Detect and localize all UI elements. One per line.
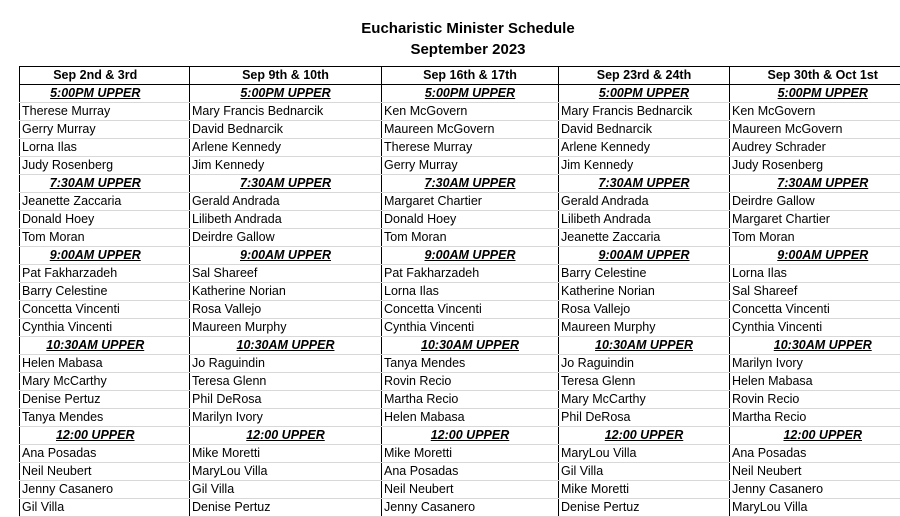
mass-time-label: 5:00PM UPPER [382,85,559,103]
minister-name: Jo Raguindin [190,355,382,373]
minister-name: Margaret Chartier [382,193,559,211]
minister-name: Helen Mabasa [730,373,900,391]
mass-time-label: 12:00 UPPER [559,427,730,445]
date-header-row [20,67,900,85]
column-gap [171,391,190,409]
column-gap [171,103,190,121]
minister-name: Rosa Vallejo [559,301,730,319]
minister-name: Cynthia Vincenti [20,319,171,337]
minister-row [20,409,900,427]
minister-name: Ken McGovern [382,103,559,121]
minister-name: Martha Recio [382,391,559,409]
minister-name: Neil Neubert [20,463,171,481]
minister-name: Maureen Murphy [190,319,382,337]
mass-time-label: 12:00 UPPER [382,427,559,445]
minister-name: Ana Posadas [20,445,171,463]
minister-name: Ana Posadas [730,445,900,463]
minister-name: Mike Moretti [382,445,559,463]
column-gap [171,373,190,391]
minister-name: Denise Pertuz [20,391,171,409]
mass-time-label: 5:00PM UPPER [20,85,171,103]
mass-time-label: 10:30AM UPPER [382,337,559,355]
minister-name: Ken McGovern [730,103,900,121]
mass-time-label: 7:30AM UPPER [730,175,900,193]
minister-name: Tanya Mendes [20,409,171,427]
minister-name: Tanya Mendes [382,355,559,373]
mass-time-label: 5:00PM UPPER [190,85,382,103]
minister-name: Rosa Vallejo [190,301,382,319]
column-gap [171,337,190,355]
minister-name: Sal Shareef [730,283,900,301]
minister-name: Teresa Glenn [559,373,730,391]
minister-row [20,211,900,229]
minister-name: Audrey Schrader [730,139,900,157]
minister-name: Phil DeRosa [559,409,730,427]
mass-time-label: 10:30AM UPPER [730,337,900,355]
minister-name: Rovin Recio [382,373,559,391]
minister-name: Jeanette Zaccaria [20,193,171,211]
minister-name: Lorna Ilas [730,265,900,283]
minister-name: Maureen McGovern [730,121,900,139]
minister-row [20,139,900,157]
minister-name: Judy Rosenberg [20,157,171,175]
date-header-3: Sep 16th & 17th [382,67,559,85]
mass-time-label: 7:30AM UPPER [382,175,559,193]
mass-time-label: 9:00AM UPPER [20,247,171,265]
minister-name: Arlene Kennedy [190,139,382,157]
minister-name: Pat Fakharzadeh [20,265,171,283]
mass-time-label: 7:30AM UPPER [559,175,730,193]
minister-name: MaryLou Villa [559,445,730,463]
minister-name: Mary Francis Bednarcik [559,103,730,121]
minister-row [20,193,900,211]
schedule-month: September 2023 [0,40,900,60]
minister-name: Barry Celestine [559,265,730,283]
mass-time-label: 9:00AM UPPER [730,247,900,265]
minister-name: Mary McCarthy [559,391,730,409]
minister-name: Concetta Vincenti [20,301,171,319]
minister-name: Therese Murray [20,103,171,121]
minister-name: Denise Pertuz [190,499,382,517]
minister-name: Gil Villa [559,463,730,481]
mass-time-label: 10:30AM UPPER [559,337,730,355]
minister-name: Pat Fakharzadeh [382,265,559,283]
minister-name: Jim Kennedy [190,157,382,175]
minister-name: Jeanette Zaccaria [559,229,730,247]
minister-name: Gerry Murray [382,157,559,175]
minister-name: Barry Celestine [20,283,171,301]
minister-name: Gerald Andrada [190,193,382,211]
minister-name: Rovin Recio [730,391,900,409]
minister-row [20,373,900,391]
minister-name: Mike Moretti [190,445,382,463]
minister-name: MaryLou Villa [190,463,382,481]
minister-name: Jo Raguindin [559,355,730,373]
minister-name: Marilyn Ivory [730,355,900,373]
column-gap [171,193,190,211]
minister-name: Maureen Murphy [559,319,730,337]
minister-name: Sal Shareef [190,265,382,283]
minister-name: Donald Hoey [20,211,171,229]
mass-time-label: 10:30AM UPPER [190,337,382,355]
minister-name: Cynthia Vincenti [730,319,900,337]
minister-name: Gil Villa [190,481,382,499]
minister-name: Jim Kennedy [559,157,730,175]
column-gap [171,229,190,247]
minister-name: MaryLou Villa [730,499,900,517]
minister-row [20,157,900,175]
column-gap [171,67,190,85]
minister-name: Katherine Norian [190,283,382,301]
minister-name: Denise Pertuz [559,499,730,517]
schedule-body [20,67,900,517]
minister-name: Therese Murray [382,139,559,157]
date-header-1: Sep 2nd & 3rd [20,67,171,85]
mass-time-label: 5:00PM UPPER [730,85,900,103]
minister-name: Tom Moran [382,229,559,247]
minister-name: Mary Francis Bednarcik [190,103,382,121]
column-gap [171,175,190,193]
minister-name: Neil Neubert [382,481,559,499]
minister-name: Gerald Andrada [559,193,730,211]
schedule-title: Eucharistic Minister Schedule [0,19,900,39]
mass-time-label: 12:00 UPPER [20,427,171,445]
mass-time-label: 9:00AM UPPER [559,247,730,265]
column-gap [171,85,190,103]
minister-name: Judy Rosenberg [730,157,900,175]
minister-name: Jenny Casanero [20,481,171,499]
minister-name: Concetta Vincenti [730,301,900,319]
column-gap [171,427,190,445]
minister-row [20,229,900,247]
date-header-2: Sep 9th & 10th [190,67,382,85]
minister-row [20,445,900,463]
mass-time-label: 9:00AM UPPER [382,247,559,265]
minister-row [20,265,900,283]
column-gap [171,211,190,229]
minister-name: Phil DeRosa [190,391,382,409]
column-gap [171,463,190,481]
minister-name: Cynthia Vincenti [382,319,559,337]
minister-name: Maureen McGovern [382,121,559,139]
minister-name: Helen Mabasa [20,355,171,373]
minister-name: Mike Moretti [559,481,730,499]
minister-name: Katherine Norian [559,283,730,301]
minister-name: Arlene Kennedy [559,139,730,157]
mass-time-row [20,85,900,103]
minister-name: Gil Villa [20,499,171,517]
minister-name: Deirdre Gallow [730,193,900,211]
minister-name: Lorna Ilas [20,139,171,157]
minister-row [20,319,900,337]
minister-name: Neil Neubert [730,463,900,481]
minister-name: Lorna Ilas [382,283,559,301]
mass-time-label: 7:30AM UPPER [190,175,382,193]
minister-name: Martha Recio [730,409,900,427]
minister-name: Gerry Murray [20,121,171,139]
column-gap [171,301,190,319]
mass-time-label: 12:00 UPPER [190,427,382,445]
column-gap [171,265,190,283]
mass-time-row [20,337,900,355]
mass-time-label: 5:00PM UPPER [559,85,730,103]
date-header-4: Sep 23rd & 24th [559,67,730,85]
minister-row [20,103,900,121]
minister-row [20,499,900,517]
mass-time-row [20,175,900,193]
minister-name: David Bednarcik [559,121,730,139]
mass-time-label: 12:00 UPPER [730,427,900,445]
minister-name: Teresa Glenn [190,373,382,391]
mass-time-row [20,247,900,265]
minister-row [20,463,900,481]
column-gap [171,121,190,139]
minister-name: David Bednarcik [190,121,382,139]
minister-name: Ana Posadas [382,463,559,481]
minister-name: Margaret Chartier [730,211,900,229]
minister-name: Concetta Vincenti [382,301,559,319]
column-gap [171,481,190,499]
minister-row [20,481,900,499]
column-gap [171,157,190,175]
mass-time-label: 10:30AM UPPER [20,337,171,355]
minister-row [20,391,900,409]
schedule-table [19,66,900,517]
column-gap [171,445,190,463]
date-header-5: Sep 30th & Oct 1st [730,67,900,85]
minister-row [20,355,900,373]
minister-name: Tom Moran [730,229,900,247]
column-gap [171,409,190,427]
minister-name: Donald Hoey [382,211,559,229]
minister-name: Jenny Casanero [382,499,559,517]
column-gap [171,283,190,301]
mass-time-row [20,427,900,445]
minister-name: Jenny Casanero [730,481,900,499]
column-gap [171,247,190,265]
minister-row [20,283,900,301]
minister-name: Helen Mabasa [382,409,559,427]
minister-row [20,121,900,139]
column-gap [171,499,190,517]
column-gap [171,355,190,373]
mass-time-label: 9:00AM UPPER [190,247,382,265]
minister-name: Tom Moran [20,229,171,247]
column-gap [171,319,190,337]
minister-name: Lilibeth Andrada [190,211,382,229]
minister-name: Marilyn Ivory [190,409,382,427]
minister-row [20,301,900,319]
mass-time-label: 7:30AM UPPER [20,175,171,193]
minister-name: Deirdre Gallow [190,229,382,247]
column-gap [171,139,190,157]
minister-name: Lilibeth Andrada [559,211,730,229]
minister-name: Mary McCarthy [20,373,171,391]
